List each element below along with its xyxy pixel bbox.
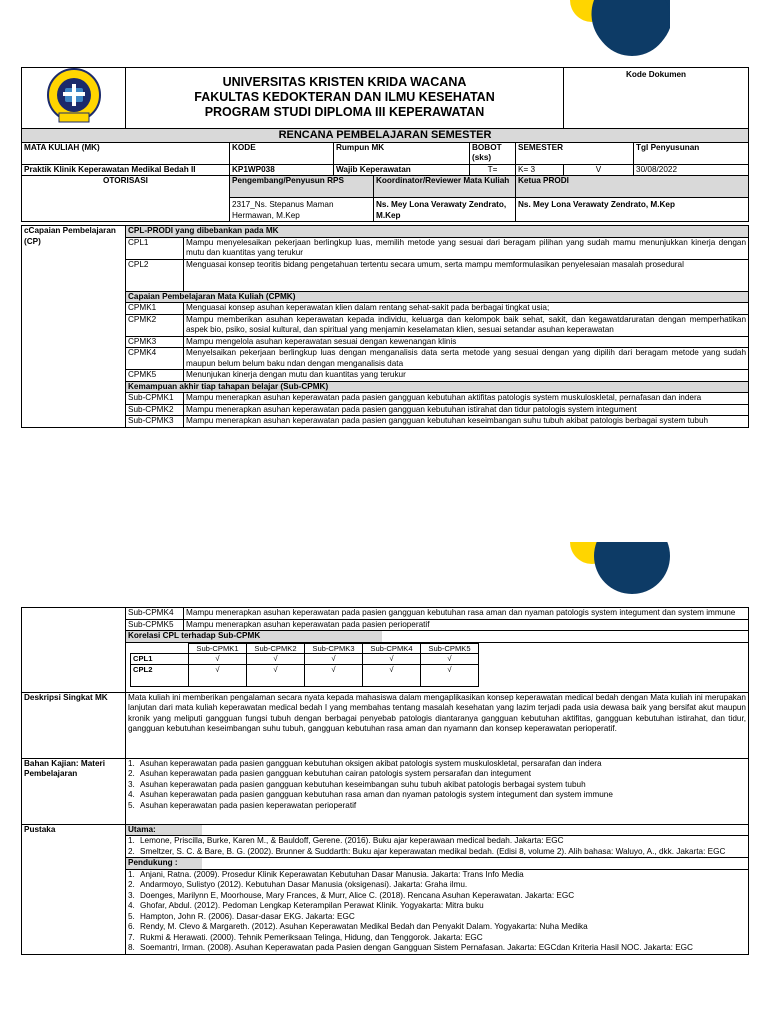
check-mark: √ <box>189 664 247 686</box>
table-row <box>22 608 749 620</box>
cpl-text: Menguasai konsep teoritis bidang pengetahuan tertentu secara umum, serta mampu memformulasikan penyelesaian masalah prosedural <box>184 259 749 291</box>
pustaka-utama-list <box>128 836 746 857</box>
cpmk-text: Menguasai konsep asuhan keperawatan klien dalam rentang sehat-sakit pada berbagai tingkat usia; <box>184 303 749 315</box>
list-item: 5. Hampton, John R. (2006). Dasar-dasar EKG. Jakarta: EGC <box>128 911 355 921</box>
kode-dokumen-label: Kode Dokumen <box>564 68 749 129</box>
cpmk-code: CPMK1 <box>126 303 184 315</box>
rps-header-table <box>21 67 749 222</box>
table-row <box>22 314 749 336</box>
ketua-name: Ns. Mey Lona Verawaty Zendrato, M.Kep <box>516 198 749 222</box>
cp-table-page2 <box>21 607 749 955</box>
sub-cpmk-text: Mampu menerapkan asuhan keperawatan pada pasien gangguan kebutuhan rasa aman dan nyaman patologis system integument dan system immune <box>184 608 749 620</box>
rps-title: RENCANA PEMBELAJARAN SEMESTER <box>22 128 749 142</box>
deskripsi-text: Mata kuliah ini memberikan pengalaman secara nyata kepada mahasiswa dalam mengaplikasikan konsep keperawatan medical bedah dengan Mata kuliah ini merupakan lanjutan dari mata kuliah keperawatan medical bedah I yang membahas tentang masalah kesehatan yang lazim terjadi pada usia dewasa baik yang bersifat akut maupun kronik yang meliputi gangguan fungsi tubuh dengan berbagai penyebab patologis diantaranya gangguan kebutuhan aktifitas, gangguan kebutuhan istirahat, dan tidur, gangguan kebutuhan keseimbangan suhu tubuh, gangguan kebutuhan rasa aman dan nyamann dan konsep keperawatan perioperatif. <box>126 692 749 758</box>
bobot-head: BOBOT (sks) <box>470 142 516 164</box>
check-mark: √ <box>421 664 479 686</box>
matrix-col-head: Sub-CPMK5 <box>421 643 479 654</box>
table-row <box>22 336 749 348</box>
course-kode: KP1WP038 <box>230 164 334 176</box>
pustaka-label: Pustaka <box>22 824 126 954</box>
matrix-col-head: Sub-CPMK4 <box>363 643 421 654</box>
list-item: 2. Smeltzer, S. C. & Bare, B. G. (2002). Brunner & Suddarth: Buku ajar keperawatan medikal bedah. (Edisi 8, volume 2). Alih bahasa: Waluyo, A., dkk. Jakarta: EGC <box>128 846 726 856</box>
cpmk-head: Capaian Pembelajaran Mata Kuliah (CPMK) <box>126 291 749 303</box>
pengembang-name: 2317_Ns. Stepanus Maman Hermawan, M.Kep <box>230 198 374 222</box>
pustaka-pendukung-list <box>128 870 746 954</box>
ketua-label: Ketua PRODI <box>516 176 749 198</box>
table-row <box>22 416 749 428</box>
korelasi-matrix <box>130 643 479 687</box>
list-item: 3. Asuhan keperawatan pada pasien gangguan kebutuhan keseimbangan suhu tubuh akibat patologis berbagai system tubuh <box>128 779 586 789</box>
check-mark: √ <box>363 664 421 686</box>
list-item: 1. Asuhan keperawatan pada pasien gangguan kebutuhan oksigen akibat patologis system muskuloskletal, persarafan dan indera <box>128 758 602 768</box>
list-item: 2. Andarmoyo, Sulistyo (2012). Kebutuhan Dasar Manusia (oksigenasi). Jakarta: Graha ilmu. <box>128 880 468 889</box>
table-row <box>22 237 749 259</box>
top-decoration <box>560 0 700 64</box>
cpmk-code: CPMK2 <box>126 314 184 336</box>
university-name: UNIVERSITAS KRISTEN KRIDA WACANA <box>222 75 467 90</box>
sub-cpmk-text: Mampu menerapkan asuhan keperawatan pada pasien gangguan kebutuhan aktifitas patologis system muskuloskletal, pernafasan dan indera <box>184 393 749 405</box>
cpl-code: CPL1 <box>126 237 184 259</box>
cpmk-code: CPMK3 <box>126 336 184 348</box>
cpmk-code: CPMK4 <box>126 348 184 370</box>
sub-cpmk-code: Sub-CPMK1 <box>126 393 184 405</box>
pengembang-label: Pengembang/Penyusun RPS <box>230 176 374 198</box>
list-item: 1. Lemone, Priscilla, Burke, Karen M., & Bauldoff, Gerene. (2016). Buku ajar keperawaan medical bedah. Jakarta: EGC <box>128 836 564 845</box>
table-row <box>22 303 749 315</box>
table-row <box>22 619 749 631</box>
faculty-name: FAKULTAS KEDOKTERAN DAN ILMU KESEHATAN <box>194 90 495 105</box>
cpmk-text: Menunjukan kinerja dengan mutu dan kuantitas yang terukur <box>184 370 749 382</box>
list-item: 3. Doenges, Marilynn E, Moorhouse, Mary Frances, & Murr, Alice C. (2018). Rencana Asuhan Keperawatan. Jakarta: EGC <box>128 890 575 900</box>
matrix-col-head: Sub-CPMK2 <box>247 643 305 654</box>
top-decoration-page2 <box>560 542 700 598</box>
cpmk-code: CPMK5 <box>126 370 184 382</box>
table-row <box>22 370 749 382</box>
sub-cpmk-code: Sub-CPMK2 <box>126 404 184 416</box>
otorisasi-label: OTORISASI <box>22 176 230 222</box>
check-mark: √ <box>305 664 363 686</box>
program-name: PROGRAM STUDI DIPLOMA III KEPERAWATAN <box>204 105 485 120</box>
table-row <box>131 664 479 686</box>
table-row <box>22 259 749 291</box>
sub-cpmk-code: Sub-CPMK4 <box>126 608 184 620</box>
matrix-col-head: Sub-CPMK1 <box>189 643 247 654</box>
list-item: 2. Asuhan keperawatan pada pasien gangguan kebutuhan cairan patologis system persarafan dan integument <box>128 769 532 778</box>
course-semester: V <box>564 164 634 176</box>
koordinator-name: Ns. Mey Lona Verawaty Zendrato, M.Kep <box>374 198 516 222</box>
matrix-row-label: CPL1 <box>131 654 189 665</box>
semester-head: SEMESTER <box>516 142 634 164</box>
pustaka-pendukung-label: Pendukung : <box>126 858 202 869</box>
cpl-head: CPL-PRODI yang dibebankan pada MK <box>126 226 749 238</box>
bahan-list <box>128 759 746 812</box>
list-item: 6. Rendy, M. Clevo & Margareth. (2012). Asuhan Keperawatan Medikal Bedah dan Penyakit Dalam. Yogyakarta: Nuha Medika <box>128 922 588 931</box>
check-mark: √ <box>305 654 363 665</box>
cpmk-text: Menyelsaikan pekerjaan berlingkup luas dengan menganalisis data serta metode yang sesuai dengan yang dipilih dari beragam metode yang sudah maupun belum belum baku ndan dengan menganalisis data <box>184 348 749 370</box>
list-item: 7. Rukmi & Herawati. (2000). Tehnik Pemeriksaan Telinga, Hidung, dan Tenggorok. Jakarta: EGC <box>128 932 483 942</box>
ukrida-seal-logo <box>45 68 103 124</box>
table-row <box>22 348 749 370</box>
list-item: 4. Ghofar, Abdul. (2012). Pedoman Lengkap Keterampilan Perawat Klinik. Yogyakarta: Mitra buku <box>128 901 484 910</box>
cp-label: cCapaian Pembelajaran (CP) <box>22 226 126 428</box>
list-item: 1. Anjani, Ratna. (2009). Prosedur Klinik Keperawatan Kebutuhan Dasar Manusia. Jakarta: Trans Info Media <box>128 869 524 879</box>
cpmk-text: Mampu mengelola asuhan keperawatan sesuai dengan kewenangan klinis <box>184 336 749 348</box>
sub-cpmk-code: Sub-CPMK5 <box>126 619 184 631</box>
mk-head: MATA KULIAH (MK) <box>22 142 230 164</box>
matrix-row-label: CPL2 <box>131 664 189 686</box>
rumpun-head: Rumpun MK <box>334 142 470 164</box>
sub-cpmk-text: Mampu menerapkan asuhan keperawatan pada pasien gangguan kebutuhan istirahat dan tidur patologis system integument <box>184 404 749 416</box>
check-mark: √ <box>363 654 421 665</box>
matrix-col-head: Sub-CPMK3 <box>305 643 363 654</box>
pustaka-utama-label: Utama: <box>126 825 202 836</box>
tgl-head: Tgl Penyusunan <box>634 142 749 164</box>
koordinator-label: Koordinator/Reviewer Mata Kuliah <box>374 176 516 198</box>
list-item: 5. Asuhan keperawatan pada pasien keperawatan perioperatif <box>128 800 357 810</box>
sub-cpmk-head: Kemampuan akhir tiap tahapan belajar (Sub-CPMK) <box>126 381 749 393</box>
sub-cpmk-code: Sub-CPMK3 <box>126 416 184 428</box>
sub-cpmk-text: Mampu menerapkan asuhan keperawatan pada pasien gangguan kebutuhan keseimbangan suhu tubuh akibat patologis berbagai system tubuh <box>184 416 749 428</box>
cp-table-page1 <box>21 225 749 428</box>
check-mark: √ <box>247 654 305 665</box>
check-mark: √ <box>247 664 305 686</box>
deskripsi-label: Deskripsi Singkat MK <box>22 692 126 758</box>
table-row <box>131 654 479 665</box>
table-row <box>22 404 749 416</box>
course-rumpun: Wajib Keperawatan <box>334 164 470 176</box>
table-row <box>22 393 749 405</box>
korelasi-head: Korelasi CPL terhadap Sub-CPMK <box>126 631 382 642</box>
course-tgl: 30/08/2022 <box>634 164 749 176</box>
bahan-label: Bahan Kajian: Materi Pembelajaran <box>22 758 126 824</box>
korelasi-head-cell <box>126 631 749 643</box>
check-mark: √ <box>189 654 247 665</box>
kode-head: KODE <box>230 142 334 164</box>
cpmk-text: Mampu memberikan asuhan keperawatan kepada individu, keluarga dan kelompok baik sehat, sakit, dan kegawatdaruratan dengan memperhatikan aspek bio, psiko, sosial kultural, dan spiritual yang menjamin keselamatan klien, sesuai setandar asuhan keperawatan <box>184 314 749 336</box>
logo-cell <box>22 68 126 129</box>
cpl-text: Mampu menyelesaikan pekerjaan berlingkup luas, memilih metode yang sesuai dari beragam pilihan yang sudah mamu menunjukkan kinerja dengan mutu dan kuantitas yang terukur <box>184 237 749 259</box>
course-name: Praktik Klinik Keperawatan Medikal Bedah II <box>22 164 230 176</box>
check-mark: √ <box>421 654 479 665</box>
list-item: 8. Soemantri, Irman. (2008). Asuhan Keperawatan pada Pasien dengan Gangguan Sistem Pernafasan. Jakarta: EGCdan Kriteria Hasil NOC. Jakarta: EGC <box>128 943 693 952</box>
sub-cpmk-text: Mampu menerapkan asuhan keperawatan pada pasien perioperatif <box>184 619 749 631</box>
course-k: K= 3 <box>516 164 564 176</box>
course-bobot: T= <box>470 164 516 176</box>
cpl-code: CPL2 <box>126 259 184 291</box>
list-item: 4. Asuhan keperawatan pada pasien gangguan kebutuhan rasa aman dan nyaman patologis system integument dan system immune <box>128 790 613 799</box>
